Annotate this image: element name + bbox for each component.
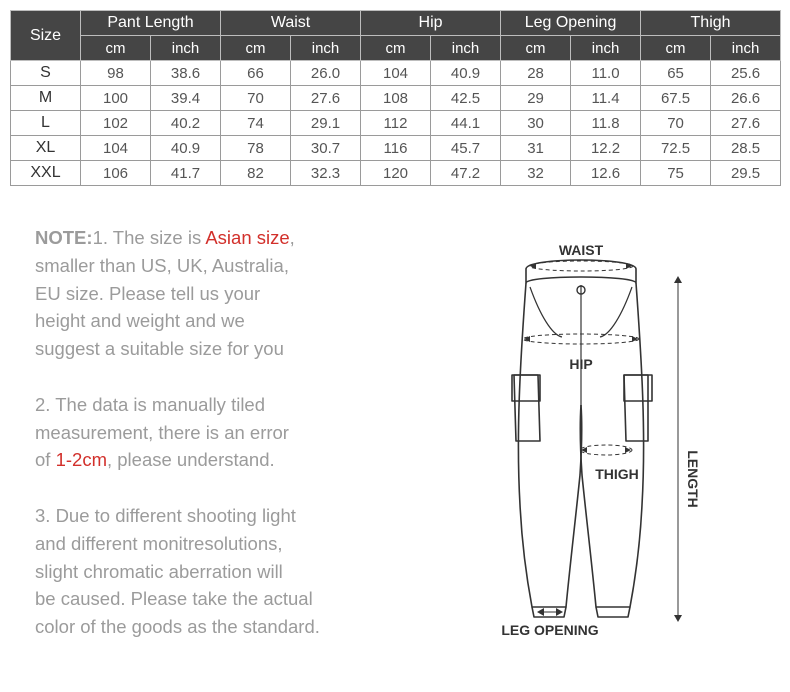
table-cell: 27.6 [291,86,361,111]
size-cell: S [11,61,81,86]
unit-header: cm [81,36,151,61]
table-body [11,61,781,186]
table-cell: 104 [361,61,431,86]
unit-header: cm [501,36,571,61]
unit-header: cm [221,36,291,61]
table-cell: 120 [361,161,431,186]
table-cell: 32 [501,161,571,186]
table-cell: 66 [221,61,291,86]
table-cell: 98 [81,61,151,86]
table-cell: 67.5 [641,86,711,111]
size-cell: L [11,111,81,136]
table-row [11,161,781,186]
note-text: color of the goods as the standard. [35,616,320,638]
table-cell: 104 [81,136,151,161]
note-highlight-asian-size: Asian size [205,227,290,248]
table-cell: 40.9 [431,61,501,86]
table-cell: 74 [221,111,291,136]
size-table [10,10,781,186]
table-cell: 44.1 [431,111,501,136]
table-cell: 45.7 [431,136,501,161]
table-cell: 28 [501,61,571,86]
table-cell: 78 [221,136,291,161]
table-row [11,86,781,111]
unit-header: cm [641,36,711,61]
table-row [11,111,781,136]
table-cell: 32.3 [291,161,361,186]
size-cell: M [11,86,81,111]
table-cell: 70 [641,111,711,136]
table-cell: 106 [81,161,151,186]
measurement-arrows [523,261,678,621]
group-header-pant-length: Pant Length [81,11,221,36]
table-cell: 40.9 [151,136,221,161]
note-label: NOTE: [35,227,93,248]
unit-header: inch [711,36,781,61]
table-cell: 70 [221,86,291,111]
group-header-hip: Hip [361,11,501,36]
unit-header: inch [291,36,361,61]
unit-header: cm [361,36,431,61]
size-cell: XXL [11,161,81,186]
size-column-header: Size [11,11,81,61]
pants-illustration [470,235,730,655]
table-unit-header-row [11,36,781,61]
table-cell: 116 [361,136,431,161]
note-text: measurement, there is an error [35,421,289,443]
table-cell: 39.4 [151,86,221,111]
table-cell: 75 [641,161,711,186]
table-cell: 72.5 [641,136,711,161]
table-row [11,61,781,86]
table-cell: 102 [81,111,151,136]
table-cell: 47.2 [431,161,501,186]
table-group-header-row [11,11,781,36]
table-cell: 28.5 [711,136,781,161]
note-text: EU size. Please tell us your [35,282,261,304]
table-row [11,136,781,161]
note-text: suggest a suitable size for you [35,338,284,360]
table-cell: 112 [361,111,431,136]
length-label: LENGTH [685,450,701,508]
note-3 [35,502,380,641]
note-text: be caused. Please take the actual [35,588,313,610]
note-text: 2. The data is manually tiled [35,393,266,415]
note-text: height and weight and we [35,310,245,332]
table-cell: 40.2 [151,111,221,136]
table-cell: 12.2 [571,136,641,161]
size-cell: XL [11,136,81,161]
table-cell: 29.5 [711,161,781,186]
table-cell: 11.4 [571,86,641,111]
table-cell: 108 [361,86,431,111]
unit-header: inch [151,36,221,61]
table-cell: 25.6 [711,61,781,86]
group-header-leg-opening: Leg Opening [501,11,641,36]
leg-opening-label: LEG OPENING [501,622,599,638]
group-header-waist: Waist [221,11,361,36]
hip-label: HIP [569,356,593,372]
table-cell: 30.7 [291,136,361,161]
waist-label: WAIST [558,242,604,258]
table-cell: 38.6 [151,61,221,86]
note-text: of [35,449,56,471]
note-text: 1. The size is [92,227,206,248]
table-cell: 11.8 [571,111,641,136]
table-cell: 26.6 [711,86,781,111]
pants-outline [512,260,652,617]
table-cell: 30 [501,111,571,136]
measurement-diagram [470,235,730,655]
note-text: and different monitresolutions, [35,532,283,554]
unit-header: inch [571,36,641,61]
unit-header: inch [431,36,501,61]
table-cell: 12.6 [571,161,641,186]
table-cell: 42.5 [431,86,501,111]
note-text: , please understand. [106,449,275,471]
group-header-thigh: Thigh [641,11,781,36]
table-cell: 27.6 [711,111,781,136]
size-notes [35,224,380,669]
table-cell: 29 [501,86,571,111]
table-cell: 65 [641,61,711,86]
note-text: , [289,227,295,248]
note-highlight-error: 1-2cm [55,449,107,471]
note-text: slight chromatic aberration will [35,560,283,582]
note-2 [35,391,380,474]
table-cell: 11.0 [571,61,641,86]
note-text: smaller than US, UK, Australia, [35,254,289,276]
table-cell: 26.0 [291,61,361,86]
table-cell: 29.1 [291,111,361,136]
table-cell: 31 [501,136,571,161]
table-cell: 100 [81,86,151,111]
thigh-label: THIGH [595,466,639,482]
note-text: 3. Due to different shooting light [35,504,296,526]
table-cell: 41.7 [151,161,221,186]
table-cell: 82 [221,161,291,186]
note-1 [35,224,380,363]
thigh-measure-line [580,445,632,455]
